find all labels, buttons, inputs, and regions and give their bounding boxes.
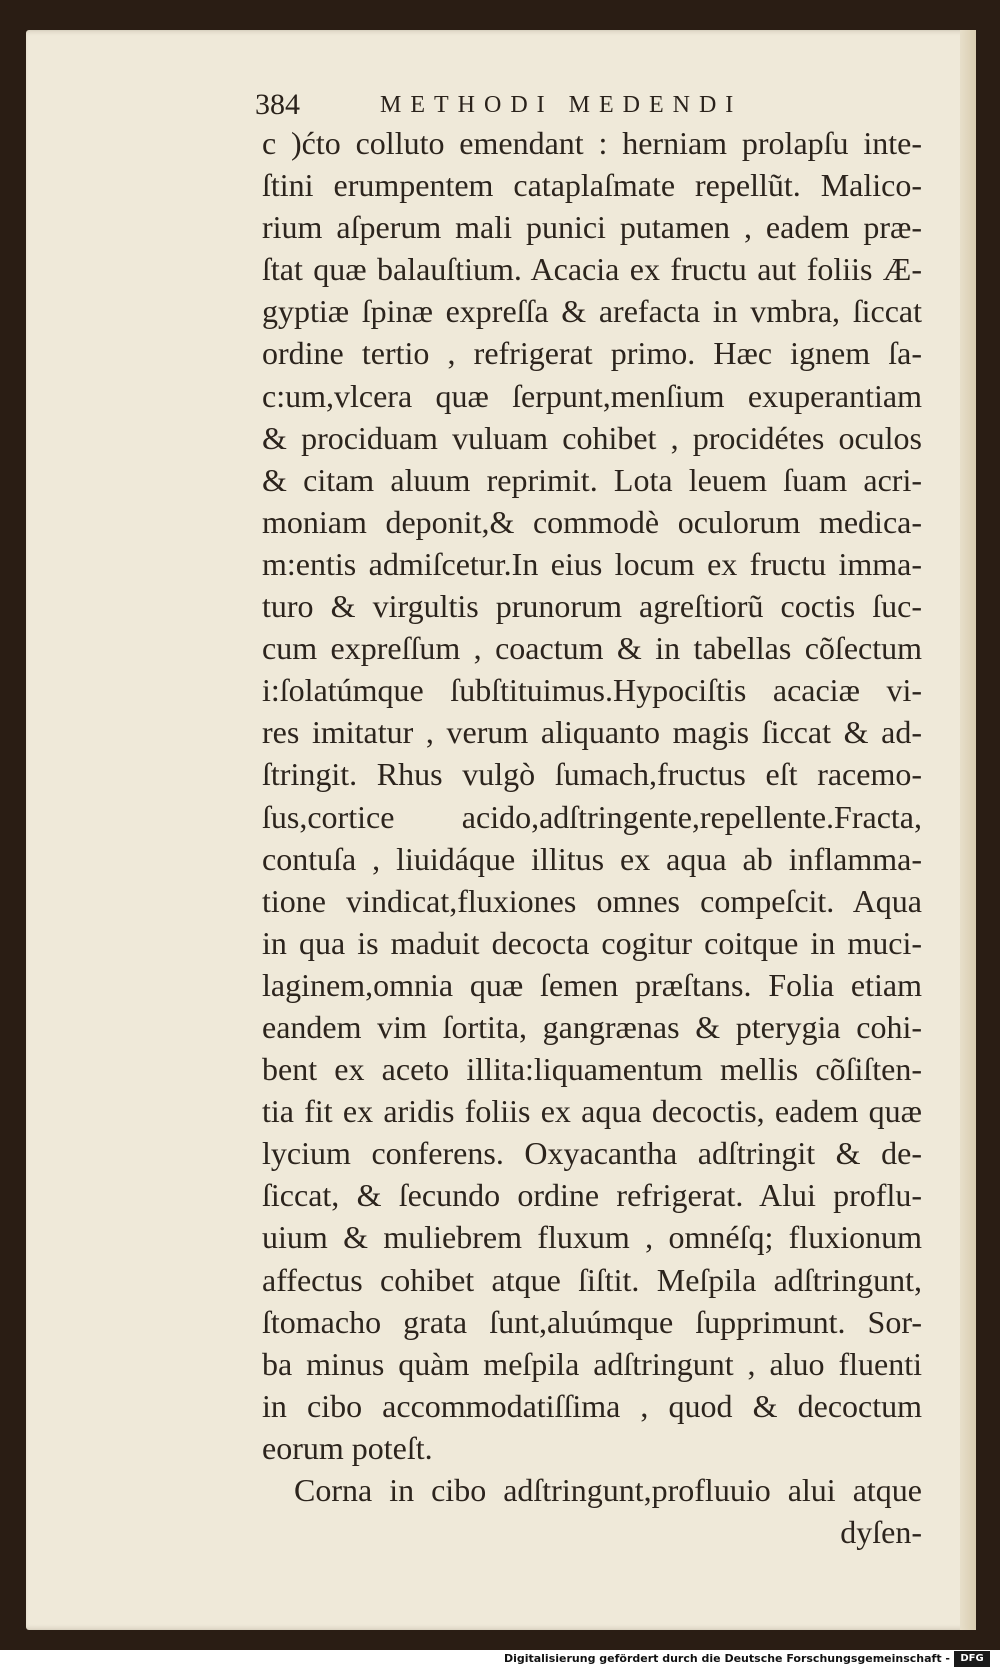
text-line: & citam aluum reprimit. Lota leuem ſuam acri- <box>262 461 922 498</box>
text-line: lycium conferens. Oxyacantha adſtringit & de- <box>262 1135 922 1172</box>
text-block <box>262 122 922 1553</box>
footer-bar <box>0 1650 1000 1670</box>
page-number: 384 <box>255 88 300 121</box>
text-line: laginem,omnia quæ ſemen præſtans. Folia etiam <box>262 966 922 1003</box>
text-line: res imitatur , verum aliquanto magis ſiccat & ad- <box>262 714 922 751</box>
text-line: ſtringit. Rhus vulgò ſumach,fructus eſt racemo- <box>262 756 922 793</box>
text-line: ſtini erumpentem cataplaſmate repellũt. Malico- <box>262 167 922 204</box>
text-line: Corna in cibo adſtringunt,profluuio alui atque <box>294 1472 922 1508</box>
text-line: affectus cohibet atque ſiſtit. Meſpila adſtringunt, <box>262 1261 922 1298</box>
text-line: uium & muliebrem fluxum , omnéſq; fluxionum <box>262 1219 922 1256</box>
text-line: gyptiæ ſpinæ expreſſa & arefacta in vmbra, ſiccat <box>262 293 922 330</box>
text-line: tione vindicat,fluxiones omnes compeſcit. Aqua <box>262 882 922 919</box>
text-line: ſus,cortice acido,adſtringente,repellente.Fracta, <box>262 798 922 835</box>
page-edge <box>960 30 976 1630</box>
text-line: moniam deponit,& commodè oculorum medica- <box>262 503 922 540</box>
text-line: ſtat quæ balauſtium. Acacia ex fructu aut foliis Æ- <box>262 251 922 288</box>
text-line: in cibo accommodatiſſima , quod & decoctum <box>262 1387 922 1424</box>
text-line: ordine tertio , refrigerat primo. Hæc ignem ſa- <box>262 335 922 372</box>
text-line: c )ćto colluto emendant : herniam prolapſu inte- <box>262 125 922 161</box>
text-line: & prociduam vuluam cohibet , procidétes oculos <box>262 419 922 456</box>
funding-credit: Digitalisierung gefördert durch die Deutsche Forschungsgemeinschaft - <box>503 1652 950 1665</box>
text-line: rium aſperum mali punici putamen , eadem præ- <box>262 209 922 246</box>
text-line: m:entis admiſcetur.In eius locum ex fructu imma- <box>262 545 922 582</box>
catchword: dyſen- <box>840 1514 922 1551</box>
text-line: in qua is maduit decocta cogitur coitque in muci- <box>262 924 922 961</box>
running-head: METHODI MEDENDI <box>380 92 743 118</box>
text-line: c:um,vlcera quæ ſerpunt,menſium exuperantiam <box>262 377 922 414</box>
text-line: i:ſolatúmque ſubſtituimus.Hypociſtis acaciæ vi- <box>262 672 922 709</box>
text-line: eorum poteſt. <box>262 1429 433 1466</box>
text-line: tia fit ex aridis foliis ex aqua decoctis, eadem quæ <box>262 1093 922 1130</box>
text-line: bent ex aceto illita:liquamentum mellis cõſiſten- <box>262 1051 922 1088</box>
text-line: contuſa , liuidáque illitus ex aqua ab inflamma- <box>262 840 922 877</box>
text-line: cum expreſſum , coactum & in tabellas cõſectum <box>262 630 922 667</box>
dfg-logo: DFG <box>954 1651 990 1667</box>
text-line: turo & virgultis prunorum agreſtiorũ coctis ſuc- <box>262 588 922 625</box>
text-line: ſtomacho grata ſunt,aluúmque ſupprimunt. Sor- <box>262 1303 922 1340</box>
text-line: ſiccat, & ſecundo ordine refrigerat. Alui proflu- <box>262 1177 922 1214</box>
text-line: ba minus quàm meſpila adſtringunt , aluo fluenti <box>262 1345 922 1382</box>
text-line: eandem vim ſortita, gangrænas & pterygia cohi- <box>262 1008 922 1045</box>
